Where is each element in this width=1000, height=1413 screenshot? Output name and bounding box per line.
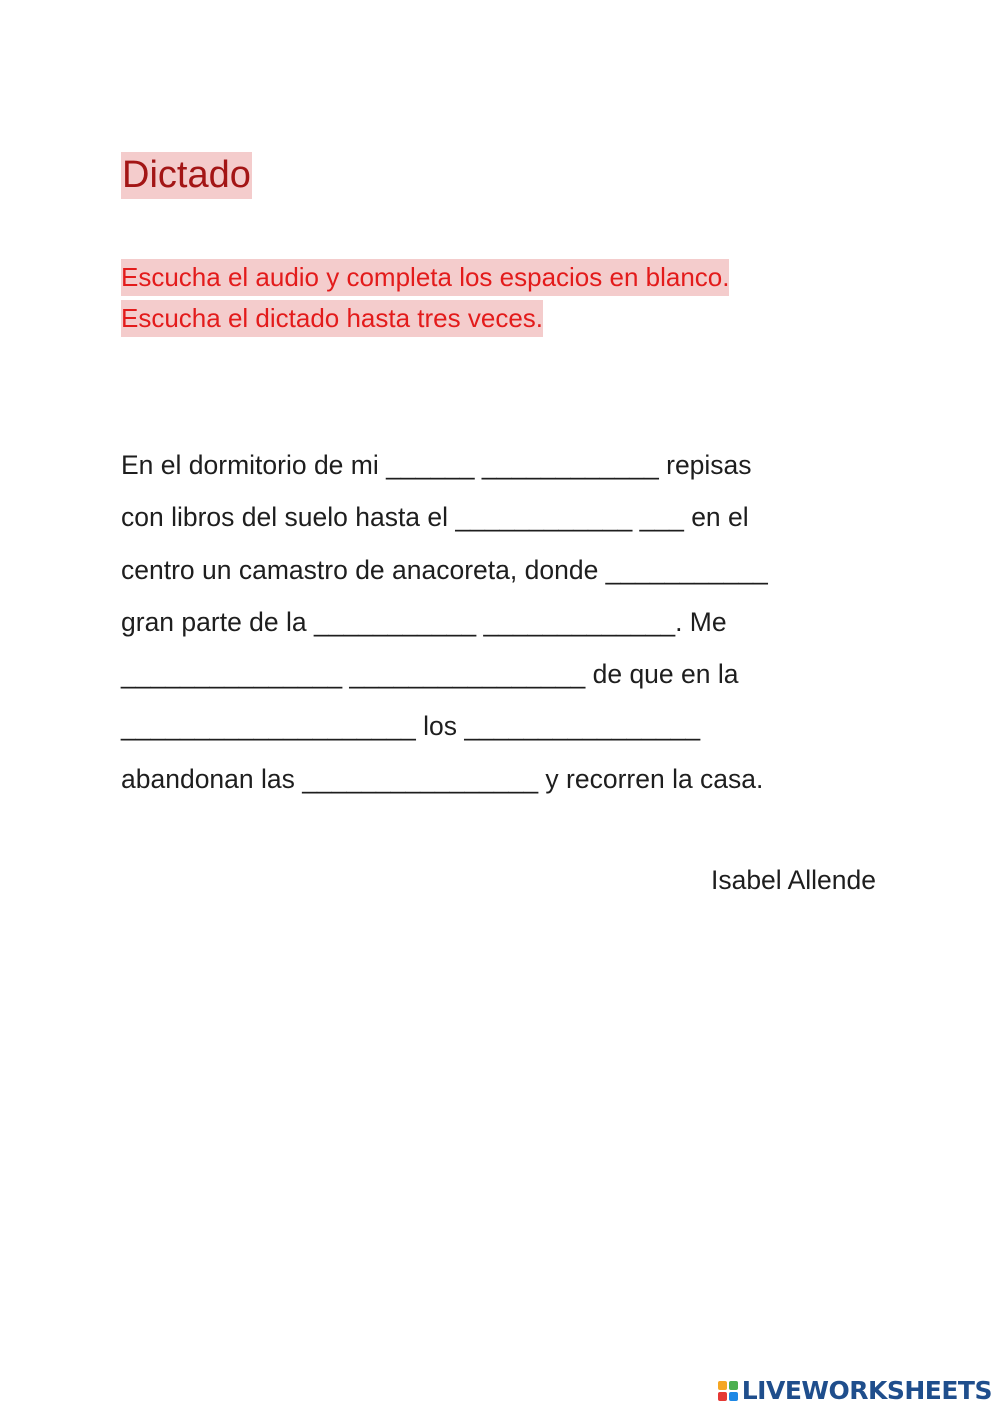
dictation-text	[121, 445, 768, 811]
dictation-line: ____________________ los ________________	[121, 711, 701, 742]
dictation-line: gran parte de la ___________ _____________. Me	[121, 606, 727, 637]
instruction-line: Escucha el dictado hasta tres veces.	[121, 300, 543, 337]
liveworksheets-brand-text: LIVEWORKSHEETS	[741, 1376, 992, 1405]
logo-square	[729, 1392, 738, 1401]
author-name: Isabel Allende	[710, 865, 876, 895]
liveworksheets-watermark	[718, 1376, 992, 1405]
logo-square	[718, 1392, 727, 1401]
page-title: Dictado	[121, 152, 252, 199]
dictation-line: con libros del suelo hasta el ____________ ___ en el	[121, 502, 749, 533]
instructions	[121, 259, 729, 341]
dictation-line: centro un camastro de anacoreta, donde ___________	[121, 554, 768, 585]
dictation-line: abandonan las ________________ y recorren la casa.	[121, 763, 764, 794]
instruction-line: Escucha el audio y completa los espacios en blanco.	[121, 259, 729, 296]
liveworksheets-logo-icon	[718, 1381, 738, 1401]
dictation-line: _______________ ________________ de que en la	[121, 659, 739, 690]
logo-square	[729, 1381, 738, 1390]
logo-square	[718, 1381, 727, 1390]
dictation-line: En el dormitorio de mi ______ ____________ repisas	[121, 450, 752, 480]
